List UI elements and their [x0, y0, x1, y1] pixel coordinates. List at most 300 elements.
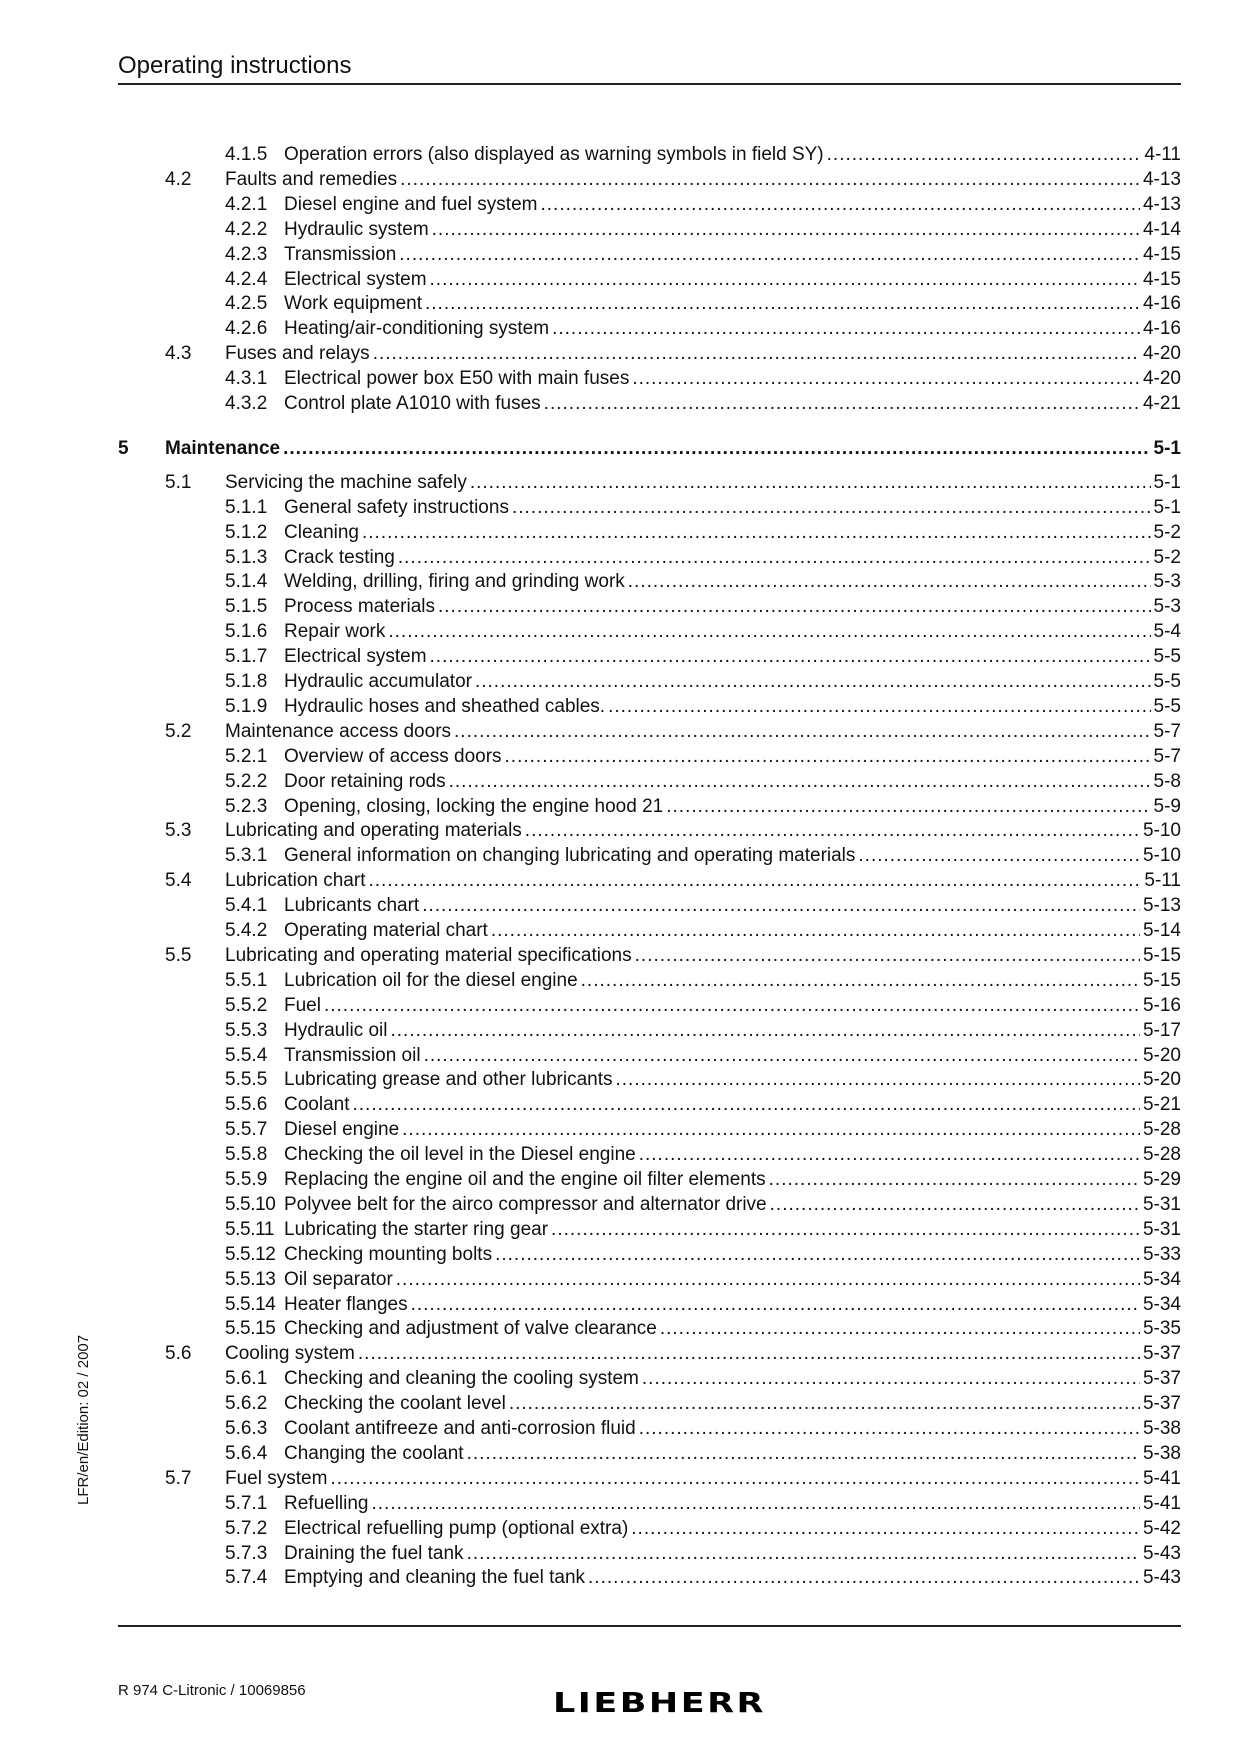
- toc-entry-title: Crack testing: [284, 546, 395, 568]
- toc-entry-title: Hydraulic accumulator: [284, 671, 472, 692]
- toc-entry-title: Checking and adjustment of valve clearance: [284, 1318, 657, 1340]
- toc-entry-title: Electrical system: [284, 268, 427, 290]
- toc-entry-number: 5.6: [165, 1343, 192, 1365]
- toc-entry[interactable]: [0, 968, 1240, 993]
- toc-entry-title: Lubricating grease and other lubricants: [284, 1069, 613, 1091]
- toc-entry-title: Electrical refuelling pump (optional extra): [284, 1517, 629, 1539]
- toc-leader-dots: [615, 1067, 1139, 1092]
- toc-entry-title: Servicing the machine safely: [225, 471, 467, 493]
- toc-entry-title: Welding, drilling, firing and grinding work: [284, 571, 625, 593]
- toc-entry-number: 5.1.1: [225, 496, 268, 518]
- toc-entry-line: [225, 943, 1181, 968]
- toc-leader-dots: [372, 1491, 1140, 1516]
- toc-entry-page: 5-33: [1142, 1243, 1181, 1265]
- toc-entry-number: 5.1.3: [225, 546, 268, 568]
- toc-entry-title: Electrical system: [284, 646, 427, 668]
- toc-leader-dots: [509, 1391, 1140, 1416]
- toc-entry[interactable]: [0, 1117, 1240, 1142]
- toc-entry[interactable]: [0, 1341, 1240, 1366]
- toc-entry-line: [284, 918, 1181, 943]
- toc-entry[interactable]: [0, 794, 1240, 819]
- toc-entry[interactable]: [0, 1316, 1240, 1341]
- toc-entry-title: Transmission oil: [284, 1044, 421, 1066]
- toc-entry-number: 4.2.3: [225, 243, 268, 265]
- toc-leader-dots: [430, 267, 1140, 292]
- toc-entry[interactable]: [0, 391, 1240, 416]
- toc-entry-page: 5-13: [1142, 895, 1181, 917]
- toc-leader-dots: [396, 1267, 1140, 1292]
- toc-entry-line: [284, 1192, 1181, 1217]
- toc-entry[interactable]: [0, 868, 1240, 893]
- toc-entry-page: 4-13: [1142, 168, 1181, 190]
- toc-entry[interactable]: [0, 744, 1240, 769]
- toc-entry-title: Checking the oil level in the Diesel engine: [284, 1144, 636, 1166]
- toc-entry-line: [284, 744, 1181, 769]
- toc-entry-title: Replacing the engine oil and the engine oil filter elements: [284, 1169, 766, 1190]
- toc-entry-line: [284, 794, 1181, 819]
- toc-leader-dots: [373, 341, 1140, 366]
- toc-entry-page: 5-15: [1142, 969, 1181, 991]
- toc-entry-page: 4-14: [1142, 218, 1181, 240]
- toc-entry-line: [284, 1316, 1181, 1341]
- toc-entry-line: [284, 968, 1181, 993]
- toc-entry-number: 5.4.1: [225, 895, 268, 917]
- toc-entry-title: Polyvee belt for the airco compressor and alternator drive: [284, 1193, 767, 1215]
- toc-entry[interactable]: [0, 1491, 1240, 1516]
- toc-entry[interactable]: [0, 843, 1240, 868]
- toc-entry-page: 5-42: [1142, 1517, 1181, 1539]
- toc-leader-dots: [400, 167, 1140, 192]
- toc-leader-dots: [330, 1466, 1140, 1491]
- toc-entry-number: 4.2.6: [225, 318, 268, 340]
- toc-entry-line: [284, 993, 1181, 1018]
- toc-entry[interactable]: [0, 217, 1240, 242]
- toc-entry-title: Operating material chart: [284, 920, 488, 941]
- toc-entry-line: [284, 1491, 1181, 1516]
- toc-entry-line: [284, 242, 1181, 267]
- toc-entry[interactable]: [0, 366, 1240, 391]
- toc-leader-dots: [552, 316, 1140, 341]
- toc-entry-page: 5-29: [1142, 1169, 1181, 1190]
- toc-entry-line: [284, 142, 1181, 167]
- toc-entry[interactable]: [0, 1466, 1240, 1491]
- toc-entry-title: Opening, closing, locking the engine hood 21: [284, 795, 664, 817]
- toc-entry-number: 5.4: [165, 870, 192, 892]
- toc-entry-number: 5.7.4: [225, 1567, 268, 1589]
- toc-entry[interactable]: [0, 918, 1240, 943]
- toc-entry[interactable]: [0, 1391, 1240, 1416]
- toc-entry-line: [284, 893, 1181, 918]
- toc-entry-title: Door retaining rods: [284, 770, 446, 792]
- toc-entry-line: [225, 341, 1181, 366]
- toc-entry-line: [284, 217, 1181, 242]
- toc-entry-number: 5.2.2: [225, 770, 268, 792]
- toc-entry-title: Cooling system: [225, 1343, 355, 1365]
- toc-entry-line: [284, 366, 1181, 391]
- toc-entry[interactable]: [0, 594, 1240, 619]
- toc-entry-page: 5-15: [1142, 944, 1181, 966]
- toc-entry-title: Lubricating the starter ring gear: [284, 1218, 549, 1240]
- toc-entry[interactable]: [0, 1541, 1240, 1566]
- toc-entry-page: 5-10: [1142, 845, 1181, 867]
- toc-leader-dots: [551, 1217, 1140, 1242]
- toc-entry-title: Lubricating and operating material specifications: [225, 944, 632, 966]
- toc-entry-line: [225, 719, 1181, 744]
- footer-model-number: R 974 C-Litronic / 10069856: [118, 1682, 306, 1699]
- toc-entry[interactable]: [0, 1565, 1240, 1590]
- toc-entry-title: General information on changing lubricating and operating materials: [284, 845, 856, 867]
- toc-entry-number: 5.6.2: [225, 1393, 268, 1415]
- toc-entry[interactable]: [0, 1142, 1240, 1167]
- toc-entry-title: Cleaning: [284, 521, 359, 543]
- toc-entry[interactable]: [0, 436, 1240, 461]
- toc-entry-page: 4-15: [1142, 268, 1181, 290]
- toc-entry-line: [284, 1217, 1181, 1242]
- toc-entry-line: [284, 769, 1181, 794]
- toc-leader-dots: [588, 1565, 1140, 1590]
- toc-entry-line: [284, 495, 1181, 520]
- toc-leader-dots: [639, 1416, 1140, 1441]
- toc-entry-page: 5-8: [1153, 770, 1181, 792]
- toc-entry-line: [284, 1242, 1181, 1267]
- toc-leader-dots: [425, 291, 1140, 316]
- toc-entry-line: [284, 1391, 1181, 1416]
- toc-leader-dots: [467, 1441, 1140, 1466]
- toc-entry-page: 5-9: [1153, 795, 1181, 817]
- toc-entry[interactable]: [0, 1516, 1240, 1541]
- toc-entry[interactable]: [0, 267, 1240, 292]
- toc-entry-line: [284, 291, 1181, 316]
- toc-entry-line: [284, 1516, 1181, 1541]
- toc-entry-number: 5.7.1: [225, 1492, 268, 1514]
- toc-leader-dots: [642, 1366, 1140, 1391]
- toc-entry[interactable]: [0, 1267, 1240, 1292]
- toc-entry-line: [284, 1565, 1181, 1590]
- toc-entry[interactable]: [0, 1217, 1240, 1242]
- toc-entry-title: Transmission: [284, 243, 397, 265]
- toc-entry-number: 5.5.13: [225, 1268, 276, 1290]
- toc-entry-page: 5-2: [1153, 546, 1181, 568]
- toc-leader-dots: [424, 1043, 1140, 1068]
- toc-entry[interactable]: [0, 569, 1240, 594]
- toc-entry-number: 5.5.9: [225, 1169, 268, 1190]
- toc-entry-line: [284, 1092, 1181, 1117]
- toc-entry-line: [284, 316, 1181, 341]
- toc-entry-line: [225, 1341, 1181, 1366]
- toc-leader-dots: [388, 619, 1150, 644]
- toc-entry-line: [165, 436, 1181, 461]
- toc-entry-page: 4-21: [1142, 393, 1181, 414]
- toc-entry-line: [284, 694, 1181, 719]
- toc-entry[interactable]: [0, 943, 1240, 968]
- toc-entry-title: General safety instructions: [284, 496, 509, 518]
- toc-entry-page: 5-1: [1153, 496, 1181, 518]
- toc-entry[interactable]: [0, 818, 1240, 843]
- toc-leader-dots: [449, 769, 1151, 794]
- toc-entry-number: 4.3: [165, 343, 192, 365]
- toc-entry-number: 5.3.1: [225, 845, 268, 867]
- toc-entry[interactable]: [0, 1416, 1240, 1441]
- toc-entry[interactable]: [0, 520, 1240, 545]
- toc-leader-dots: [438, 594, 1151, 619]
- toc-entry-page: 5-43: [1142, 1542, 1181, 1564]
- toc-entry-title: Repair work: [284, 621, 386, 643]
- toc-entry-title: Control plate A1010 with fuses: [284, 393, 541, 414]
- toc-entry-page: 4-13: [1142, 193, 1181, 215]
- toc-entry-number: 4.3.1: [225, 368, 268, 390]
- toc-entry-line: [284, 1067, 1181, 1092]
- toc-entry-title: Electrical power box E50 with main fuses: [284, 368, 630, 390]
- toc-entry-number: 5.6.4: [225, 1442, 268, 1464]
- toc-leader-dots: [283, 436, 1150, 461]
- toc-entry-page: 5-41: [1142, 1467, 1181, 1489]
- toc-entry-line: [284, 192, 1181, 217]
- toc-entry-title: Heating/air-conditioning system: [284, 318, 550, 340]
- toc-entry-number: 5.5.2: [225, 994, 268, 1016]
- toc-entry-line: [284, 619, 1181, 644]
- footer-rule: [118, 1625, 1181, 1627]
- toc-entry-line: [284, 391, 1181, 416]
- toc-entry[interactable]: [0, 644, 1240, 669]
- toc-entry-title: Process materials: [284, 596, 435, 618]
- toc-entry[interactable]: [0, 893, 1240, 918]
- edition-text: LFR/en/Edition: 02 / 2007: [75, 1334, 92, 1505]
- toc-entry-line: [284, 1416, 1181, 1441]
- toc-leader-dots: [769, 1167, 1140, 1192]
- toc-entry-title: Fuel: [284, 994, 321, 1016]
- toc-leader-dots: [398, 545, 1151, 570]
- toc-entry-line: [284, 843, 1181, 868]
- toc-leader-dots: [666, 794, 1150, 819]
- toc-leader-dots: [422, 893, 1140, 918]
- toc-leader-dots: [858, 843, 1140, 868]
- toc-entry-title: Emptying and cleaning the fuel tank: [284, 1567, 586, 1589]
- toc-entry-number: 5.6.1: [225, 1368, 268, 1390]
- toc-entry-page: 5-5: [1153, 646, 1181, 668]
- toc-entry[interactable]: [0, 1292, 1240, 1317]
- toc-entry-title: Maintenance: [165, 437, 281, 459]
- toc-entry-number: 5.1.8: [225, 671, 268, 692]
- toc-leader-dots: [525, 818, 1140, 843]
- toc-leader-dots: [430, 644, 1151, 669]
- toc-entry[interactable]: [0, 1192, 1240, 1217]
- toc-entry-number: 5: [118, 437, 129, 459]
- toc-entry[interactable]: [0, 669, 1240, 694]
- toc-entry-page: 5-31: [1142, 1218, 1181, 1240]
- toc-entry-title: Coolant: [284, 1094, 350, 1116]
- toc-entry-page: 5-3: [1153, 596, 1181, 618]
- toc-entry-page: 5-38: [1142, 1442, 1181, 1464]
- toc-leader-dots: [475, 669, 1151, 694]
- toc-entry-line: [284, 1117, 1181, 1142]
- toc-leader-dots: [454, 719, 1151, 744]
- toc-entry-title: Hydraulic oil: [284, 1019, 388, 1041]
- toc-entry[interactable]: [0, 993, 1240, 1018]
- toc-leader-dots: [402, 1117, 1140, 1142]
- toc-entry-number: 5.2: [165, 720, 192, 742]
- toc-entry[interactable]: [0, 1018, 1240, 1043]
- toc-entry[interactable]: [0, 291, 1240, 316]
- toc-leader-dots: [632, 366, 1140, 391]
- toc-entry[interactable]: [0, 1242, 1240, 1267]
- toc-entry-line: [225, 868, 1181, 893]
- toc-entry-page: 5-28: [1142, 1144, 1181, 1166]
- toc-entry-title: Overview of access doors: [284, 745, 502, 767]
- toc-leader-dots: [491, 918, 1140, 943]
- toc-entry[interactable]: [0, 495, 1240, 520]
- toc-entry-number: 5.1.7: [225, 646, 268, 668]
- page-header-title: Operating instructions: [118, 52, 352, 79]
- toc-entry-page: 5-3: [1153, 571, 1181, 593]
- toc-entry-line: [225, 167, 1181, 192]
- toc-entry-title: Checking and cleaning the cooling system: [284, 1368, 639, 1390]
- toc-entry-number: 5.1.9: [225, 695, 268, 717]
- toc-entry[interactable]: [0, 470, 1240, 495]
- toc-leader-dots: [608, 694, 1150, 719]
- toc-leader-dots: [495, 1242, 1140, 1267]
- toc-entry[interactable]: [0, 619, 1240, 644]
- toc-entry-page: 5-37: [1142, 1343, 1181, 1365]
- toc-leader-dots: [467, 1541, 1140, 1566]
- toc-entry-page: 5-28: [1142, 1119, 1181, 1141]
- toc-entry-number: 5.3: [165, 820, 192, 842]
- toc-entry-number: 5.5: [165, 944, 192, 966]
- toc-entry-number: 5.1.4: [225, 571, 268, 593]
- toc-entry-number: 5.1.5: [225, 596, 268, 618]
- toc-entry-page: 5-37: [1142, 1368, 1181, 1390]
- toc-entry[interactable]: [0, 242, 1240, 267]
- toc-entry-page: 5-1: [1153, 471, 1181, 493]
- toc-leader-dots: [362, 520, 1151, 545]
- toc-entry-page: 5-37: [1142, 1393, 1181, 1415]
- toc-entry-title: Diesel engine and fuel system: [284, 193, 538, 215]
- toc-entry-number: 5.7: [165, 1467, 192, 1489]
- toc-entry-number: 5.5.14: [225, 1293, 276, 1315]
- toc-entry-title: Checking mounting bolts: [284, 1243, 493, 1265]
- toc-entry-title: Changing the coolant: [284, 1442, 464, 1464]
- toc-entry-page: 5-17: [1142, 1019, 1181, 1041]
- toc-entry[interactable]: [0, 316, 1240, 341]
- toc-entry[interactable]: [0, 1043, 1240, 1068]
- toc-leader-dots: [628, 569, 1151, 594]
- toc-entry[interactable]: [0, 1092, 1240, 1117]
- toc-entry-line: [225, 818, 1181, 843]
- toc-entry-line: [284, 1267, 1181, 1292]
- toc-leader-dots: [540, 192, 1139, 217]
- toc-entry[interactable]: [0, 192, 1240, 217]
- toc-entry-number: 5.5.4: [225, 1044, 268, 1066]
- toc-entry[interactable]: [0, 1366, 1240, 1391]
- toc-leader-dots: [390, 1018, 1139, 1043]
- toc-entry-page: 5-14: [1142, 920, 1181, 941]
- toc-entry-page: 5-7: [1153, 720, 1181, 742]
- toc-entry[interactable]: [0, 1067, 1240, 1092]
- toc-entry-number: 5.5.5: [225, 1069, 268, 1091]
- toc-entry-line: [284, 569, 1181, 594]
- toc-entry[interactable]: [0, 545, 1240, 570]
- toc-entry-line: [284, 1292, 1181, 1317]
- toc-entry-page: 5-1: [1153, 437, 1181, 459]
- toc-entry-line: [284, 520, 1181, 545]
- toc-leader-dots: [639, 1142, 1140, 1167]
- toc-entry[interactable]: [0, 167, 1240, 192]
- toc-leader-dots: [505, 744, 1151, 769]
- toc-entry[interactable]: [0, 341, 1240, 366]
- toc-entry-title: Heater flanges: [284, 1293, 408, 1315]
- toc-entry-line: [225, 1466, 1181, 1491]
- toc-entry-number: 5.5.6: [225, 1094, 268, 1116]
- toc-entry-number: 5.2.3: [225, 795, 268, 817]
- toc-entry-page: 4-15: [1142, 243, 1181, 265]
- toc-entry-page: 5-11: [1144, 870, 1181, 892]
- toc-entry-number: 5.5.12: [225, 1243, 276, 1265]
- toc-entry-number: 5.6.3: [225, 1418, 268, 1439]
- toc-leader-dots: [827, 142, 1142, 167]
- toc-entry-title: Lubrication chart: [225, 870, 366, 892]
- toc-entry[interactable]: [0, 769, 1240, 794]
- toc-entry-title: Coolant antifreeze and anti-corrosion fluid: [284, 1418, 636, 1439]
- toc-entry-page: 5-4: [1153, 621, 1181, 643]
- toc-entry-line: [225, 470, 1181, 495]
- toc-entry-page: 4-20: [1142, 343, 1181, 365]
- toc-entry-number: 4.3.2: [225, 393, 268, 414]
- toc-entry-number: 5.5.1: [225, 969, 268, 991]
- toc-leader-dots: [470, 470, 1151, 495]
- toc-entry-line: [284, 644, 1181, 669]
- toc-entry-line: [284, 594, 1181, 619]
- toc-leader-dots: [660, 1316, 1140, 1341]
- toc-leader-dots: [770, 1192, 1140, 1217]
- toc-entry-page: 5-20: [1142, 1069, 1181, 1091]
- toc-entry-page: 5-31: [1142, 1193, 1181, 1215]
- toc-entry-title: Diesel engine: [284, 1119, 400, 1141]
- toc-entry[interactable]: [0, 1441, 1240, 1466]
- toc-entry[interactable]: [0, 142, 1240, 167]
- toc-entry[interactable]: [0, 719, 1240, 744]
- toc-entry-page: 5-5: [1153, 671, 1181, 692]
- toc-entry-line: [284, 1142, 1181, 1167]
- toc-entry-line: [284, 1366, 1181, 1391]
- toc-entry-line: [284, 1541, 1181, 1566]
- toc-entry-page: 5-43: [1142, 1567, 1181, 1589]
- toc-entry[interactable]: [0, 694, 1240, 719]
- toc-entry-number: 5.4.2: [225, 920, 268, 941]
- header-rule: [118, 83, 1181, 85]
- toc-entry-title: Fuel system: [225, 1467, 328, 1489]
- toc-leader-dots: [324, 993, 1140, 1018]
- toc-entry-line: [284, 1441, 1181, 1466]
- toc-entry-page: 5-5: [1153, 695, 1181, 717]
- toc-entry-line: [284, 267, 1181, 292]
- toc-entry-line: [284, 545, 1181, 570]
- toc-entry-number: 4.2.5: [225, 293, 268, 315]
- toc-entry-page: 4-20: [1142, 368, 1181, 390]
- toc-entry[interactable]: [0, 1167, 1240, 1192]
- toc-entry-line: [284, 669, 1181, 694]
- toc-leader-dots: [358, 1341, 1140, 1366]
- toc-entry-page: 5-7: [1153, 745, 1181, 767]
- toc-entry-title: Lubrication oil for the diesel engine: [284, 969, 578, 991]
- toc-leader-dots: [368, 868, 1141, 893]
- toc-entry-title: Checking the coolant level: [284, 1393, 506, 1415]
- toc-entry-number: 5.5.7: [225, 1119, 268, 1141]
- toc-entry-page: 5-38: [1142, 1418, 1181, 1439]
- toc-entry-title: Lubricating and operating materials: [225, 820, 522, 842]
- toc-entry-line: [284, 1167, 1181, 1192]
- toc-entry-line: [284, 1018, 1181, 1043]
- toc-entry-number: 5.7.3: [225, 1542, 268, 1564]
- toc-entry-page: 5-34: [1142, 1268, 1181, 1290]
